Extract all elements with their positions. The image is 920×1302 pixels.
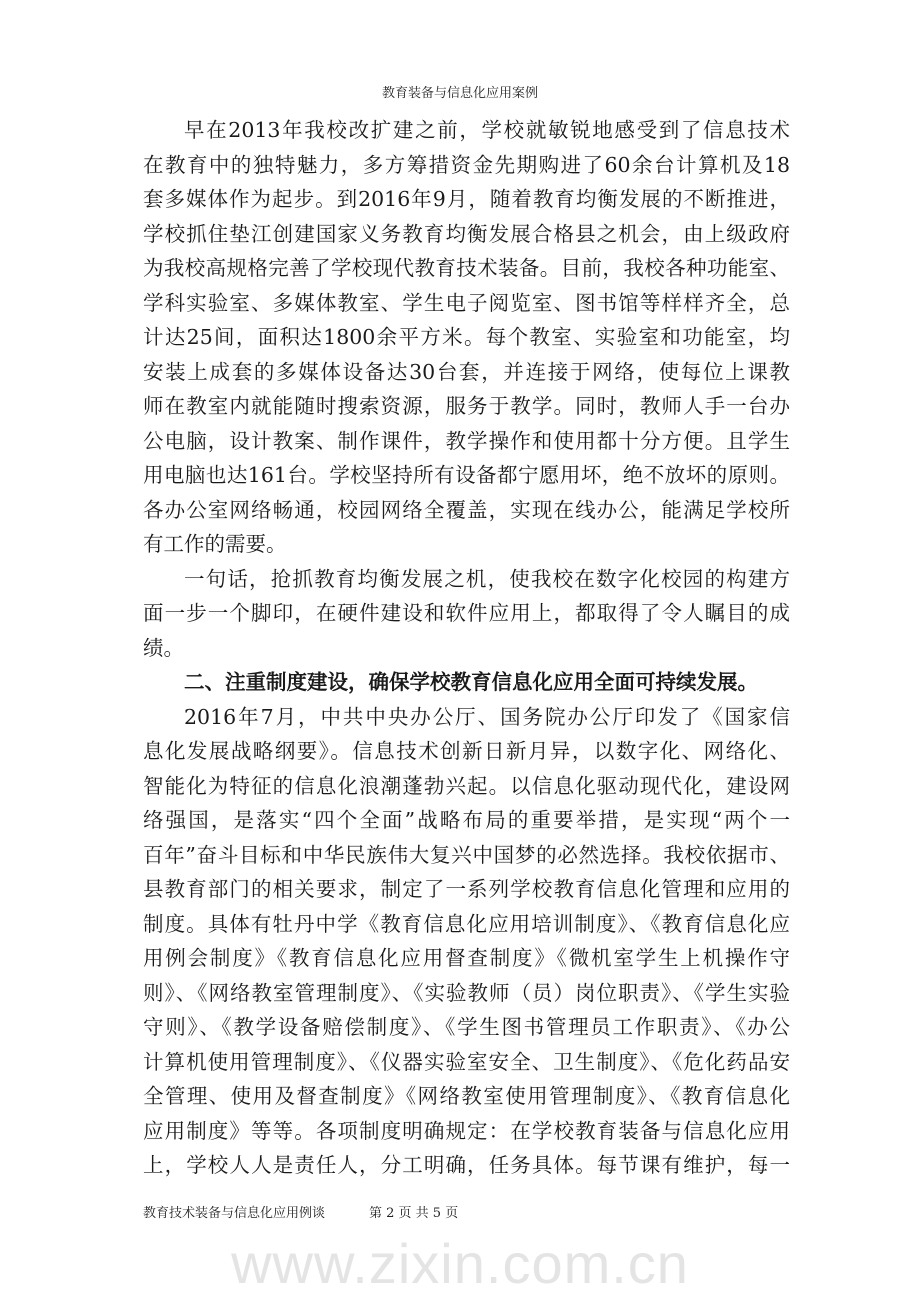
text-line: 绩。	[143, 635, 184, 660]
text-line: 师在教室内就能随时搜索资源，服务于教学。同时，教师人手一台办	[143, 394, 790, 418]
text-line: 早在2013年我校改扩建之前，学校就敏锐地感受到了信息技术	[184, 118, 790, 142]
text-line: 上，学校人人是责任人，分工明确，任务具体。每节课有维护，每一	[143, 1153, 790, 1177]
text-line: 套多媒体作为起步。到2016年9月，随着教育均衡发展的不断推进，	[143, 187, 790, 211]
text-line: 用电脑也达161台。学校坚持所有设备都宁愿用坏，绝不放坏的原则。	[143, 463, 790, 487]
footer-doc-title: 教育技术装备与信息化应用例谈	[143, 1206, 326, 1221]
page-header: 教育装备与信息化应用案例	[381, 86, 538, 101]
text-line: 2016年7月，中共中央办公厅、国务院办公厅印发了《国家信	[184, 704, 790, 729]
text-line: 络强国，是落实“四个全面”战略布局的重要举措，是实现“两个一	[143, 808, 790, 832]
watermark: www.zixin.com.cn	[231, 1232, 689, 1295]
page-footer	[143, 1205, 459, 1223]
text-line: 在教育中的独特魅力，多方筹措资金先期购进了60余台计算机及18	[143, 152, 790, 177]
text-line: 则》、《网络教室管理制度》、《实验教师（员）岗位职责》、《学生实验	[143, 980, 790, 1005]
text-line: 各办公室网络畅通，校园网络全覆盖，实现在线办公，能满足学校所	[143, 497, 790, 522]
text-line: 公电脑，设计教案、制作课件，教学操作和使用都十分方便。且学生	[143, 428, 790, 453]
paragraph	[143, 113, 790, 562]
text-line: 应用制度》等等。各项制度明确规定：在学校教育装备与信息化应用	[143, 1118, 790, 1143]
text-line: 用例会制度》《教育信息化应用督查制度》《微机室学生上机操作守	[143, 946, 790, 970]
text-line: 学校抓住垫江创建国家义务教育均衡发展合格县之机会，由上级政府	[143, 221, 790, 246]
text-line: 百年”奋斗目标和中华民族伟大复兴中国梦的必然选择。我校依据市、	[143, 842, 790, 867]
text-line: 一句话，抢抓教育均衡发展之机，使我校在数字化校园的构建方	[184, 566, 790, 591]
text-line: 计达25间，面积达1800余平方米。每个教室、实验室和功能室，均	[143, 325, 790, 349]
text-line: 二、注重制度建设，确保学校教育信息化应用全面可持续发展。	[184, 670, 758, 694]
text-line: 全管理、使用及督查制度》《网络教室使用管理制度》、《教育信息化	[143, 1084, 790, 1108]
text-line: 智能化为特征的信息化浪潮蓬勃兴起。以信息化驱动现代化，建设网	[143, 773, 790, 798]
text-line: 制度。具体有牡丹中学《教育信息化应用培训制度》、《教育信息化应	[143, 911, 790, 936]
text-line: 安装上成套的多媒体设备达30台套，并连接于网络，使每位上课教	[143, 359, 790, 384]
text-line: 学科实验室、多媒体教室、学生电子阅览室、图书馆等样样齐全，总	[143, 290, 790, 315]
paragraph	[143, 700, 790, 1183]
section-heading	[143, 665, 790, 700]
text-line: 为我校高规格完善了学校现代教育技术装备。目前，我校各种功能室、	[143, 256, 790, 280]
text-line: 守则》、《教学设备赔偿制度》、《学生图书管理员工作职责》、《办公	[143, 1015, 790, 1039]
paragraph	[143, 562, 790, 666]
text-line: 县教育部门的相关要求，制定了一系列学校教育信息化管理和应用的	[143, 877, 790, 901]
text-line: 计算机使用管理制度》、《仪器实验室安全、卫生制度》、《危化药品安	[143, 1049, 790, 1074]
text-line: 有工作的需要。	[143, 532, 287, 556]
text-line: 息化发展战略纲要》。信息技术创新日新月异，以数字化、网络化、	[143, 739, 790, 763]
document-body	[143, 113, 790, 1183]
text-line: 面一步一个脚印，在硬件建设和软件应用上，都取得了令人瞩目的成	[143, 601, 790, 625]
page-number: 第 2 页 共 5 页	[369, 1206, 459, 1221]
